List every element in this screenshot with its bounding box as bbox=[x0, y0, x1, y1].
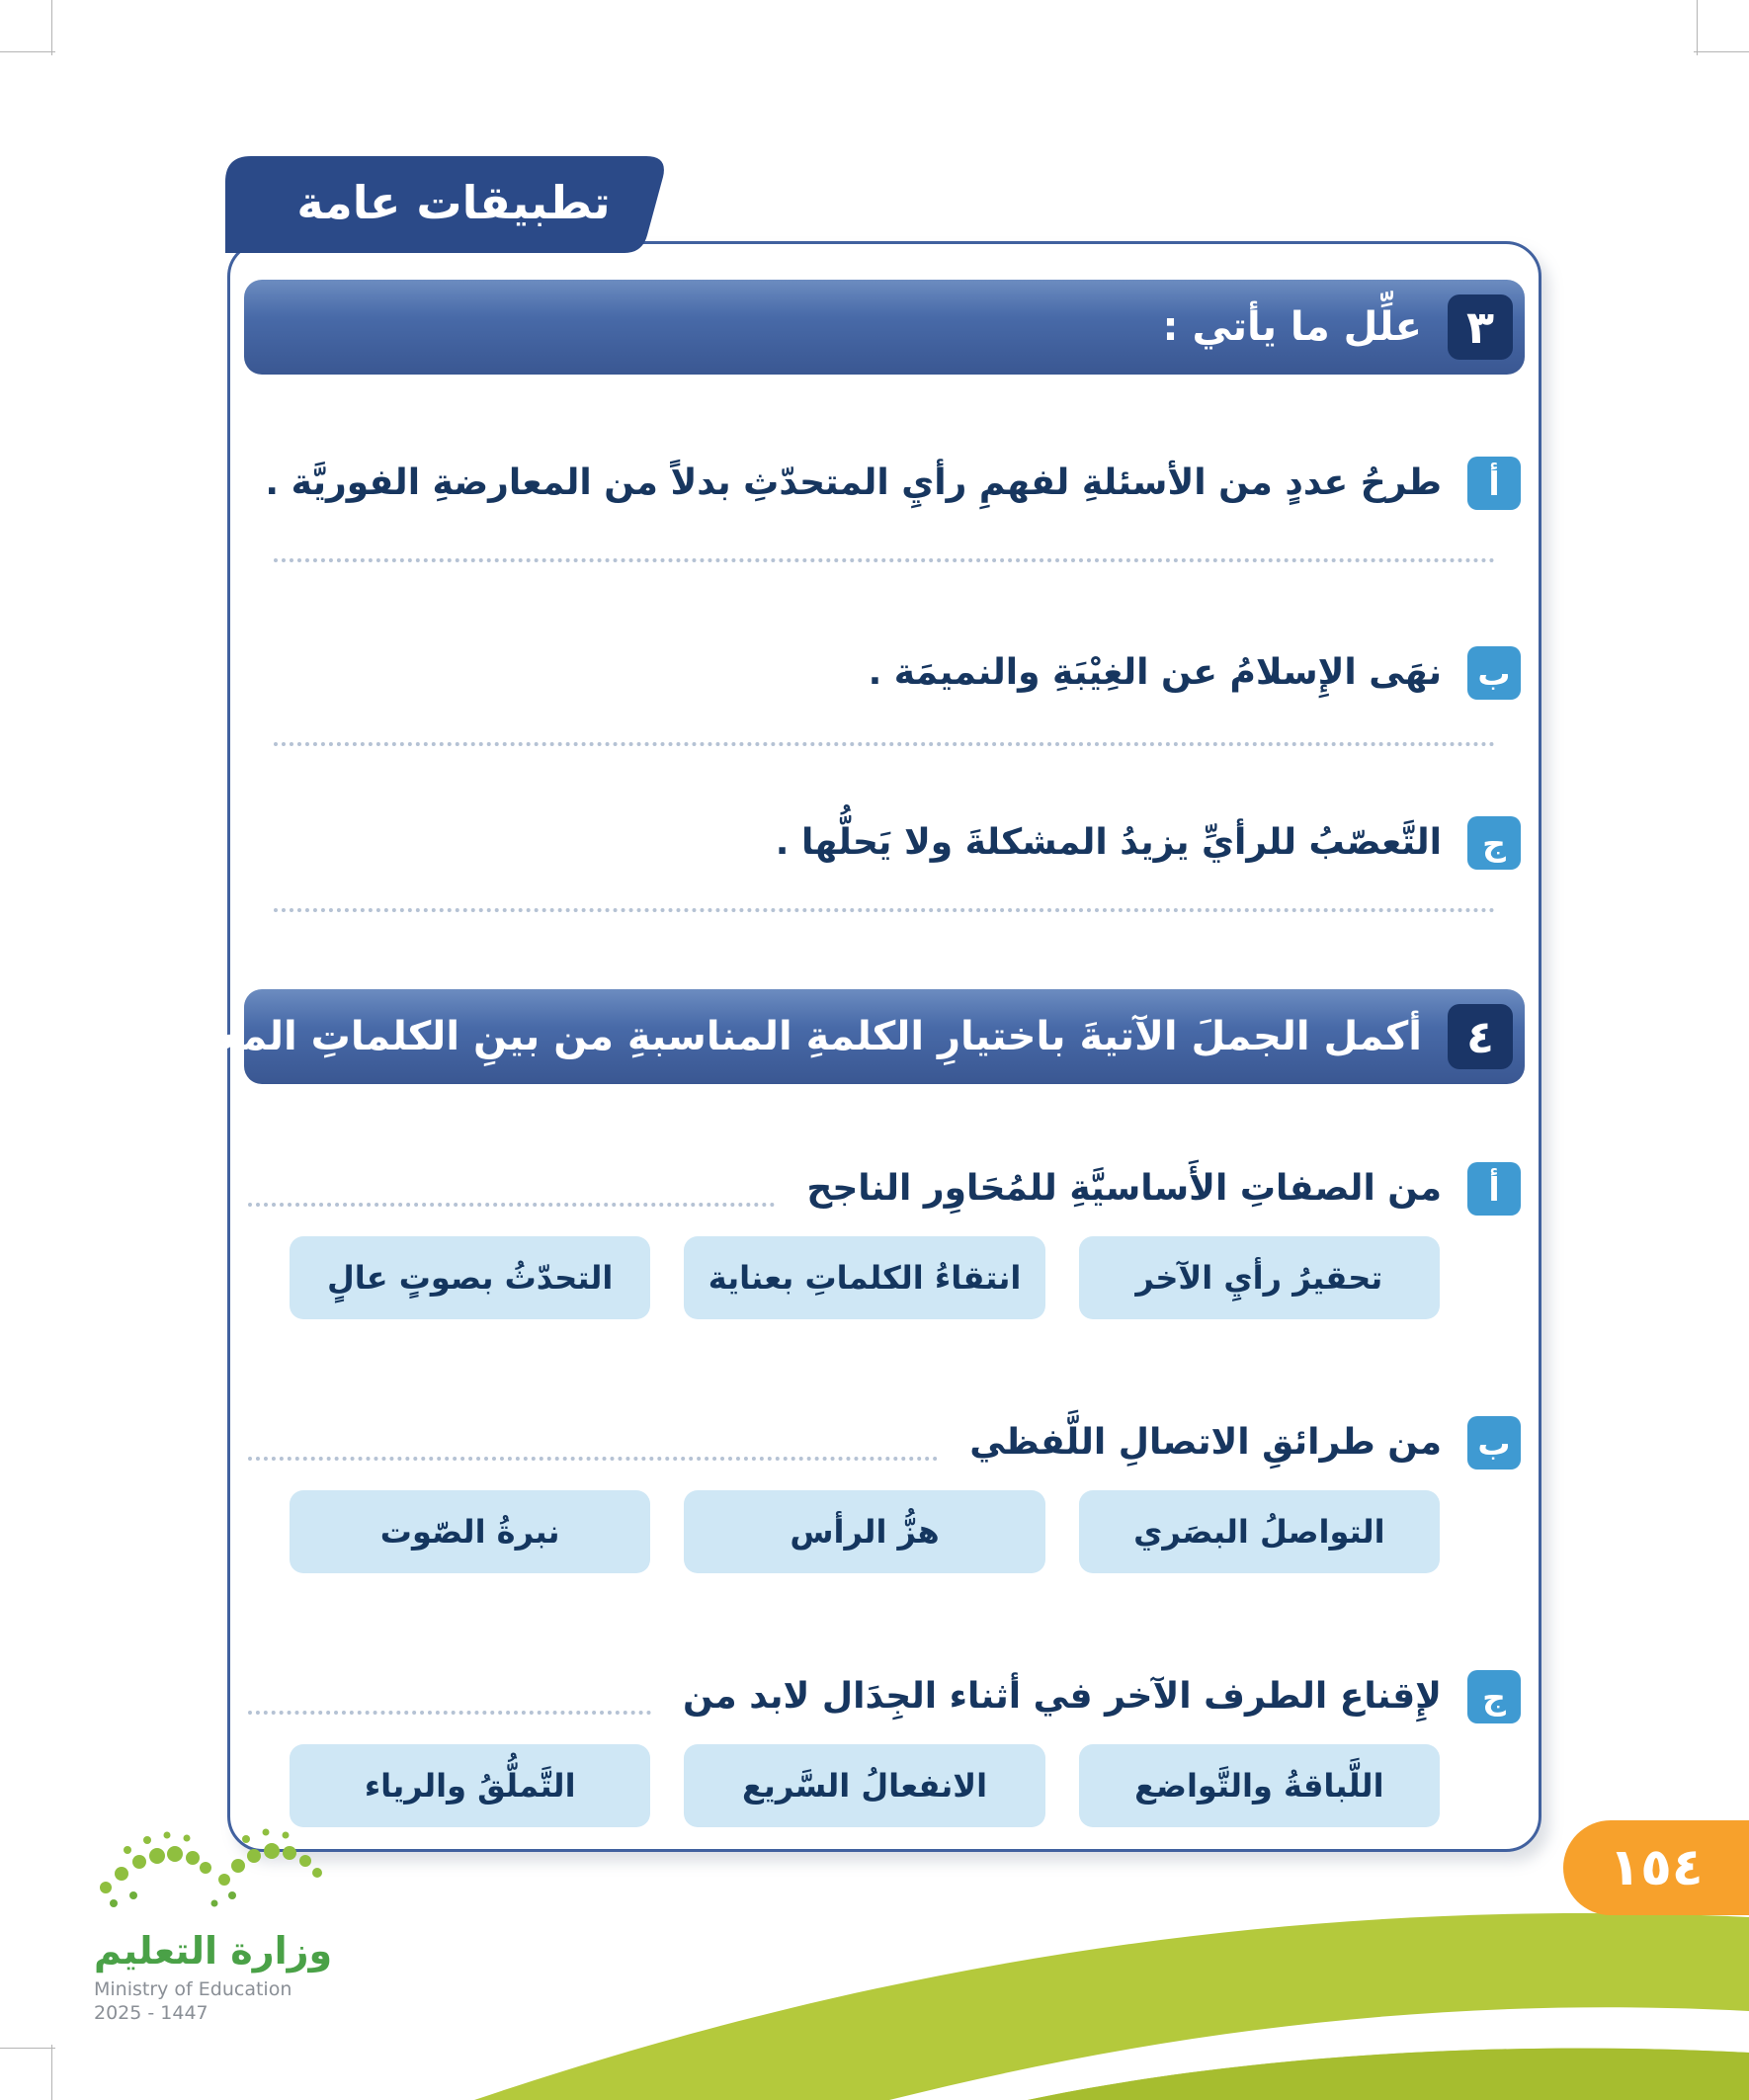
option-box[interactable]: التواصلُ البصَري bbox=[1079, 1490, 1440, 1573]
question-4-header bbox=[114, 989, 1525, 1084]
section-tab-label: تطبيقات عامة bbox=[296, 176, 611, 229]
answer-blank-line bbox=[248, 1711, 651, 1715]
q3-item-c-badge: ج bbox=[1467, 816, 1521, 870]
option-box[interactable]: هزُّ الرأس bbox=[684, 1490, 1044, 1573]
question-4-title: أكمل الجملَ الآتيةَ باختيارِ الكلمةِ المناسبةِ من بينِ الكلماتِ المعطَاة : bbox=[114, 1014, 1422, 1059]
question-3-header bbox=[244, 280, 1525, 375]
q3-item-c-text: التَّعصّبُ للرأيِّ يزيدُ المشكلةَ ولا يَحلُّها . bbox=[775, 822, 1442, 863]
q4-item-b-prompt: من طرائقِ الاتصالِ اللَّفظي bbox=[969, 1422, 1442, 1463]
crop-mark bbox=[51, 0, 52, 55]
q3-item-b bbox=[230, 643, 1539, 703]
question-4-number-badge: ٤ bbox=[1448, 1004, 1513, 1069]
section-tab bbox=[225, 156, 682, 253]
question-3-number-badge: ٣ bbox=[1448, 294, 1513, 360]
option-box[interactable]: اللَّباقةُ والتَّواضع bbox=[1079, 1744, 1440, 1827]
answer-blank-line bbox=[248, 1457, 938, 1461]
q3-item-a-badge: أ bbox=[1467, 457, 1521, 510]
q3-item-a-text: طرحُ عددٍ من الأسئلةِ لفهمِ رأيِ المتحدّثِ بدلاً من المعارضةِ الفوريَّة . bbox=[265, 462, 1442, 503]
q4-item-a bbox=[230, 1159, 1539, 1218]
option-box[interactable]: التحدّثُ بصوتٍ عالٍ bbox=[290, 1236, 650, 1319]
option-box[interactable]: تحقيرُ رأيِ الآخر bbox=[1079, 1236, 1440, 1319]
q3-item-c bbox=[230, 813, 1539, 873]
q3-item-b-text: نهَى الإِسلامُ عن الغِيْبَةِ والنميمَة . bbox=[868, 652, 1442, 693]
q4-item-b bbox=[230, 1413, 1539, 1472]
option-box[interactable]: الانفعالُ السَّريع bbox=[684, 1744, 1044, 1827]
q4-item-b-options bbox=[290, 1490, 1440, 1573]
q4-item-a-badge: أ bbox=[1467, 1162, 1521, 1216]
answer-blank-line bbox=[274, 742, 1495, 746]
q4-item-a-prompt: من الصفاتِ الأَساسيَّةِ للمُحَاوِر الناجح bbox=[806, 1168, 1442, 1209]
question-3-title: علِّل ما يأتي : bbox=[1162, 304, 1422, 350]
q4-item-c-badge: ج bbox=[1467, 1670, 1521, 1723]
ministry-name-english: Ministry of Education bbox=[94, 1978, 292, 2000]
crop-mark bbox=[1697, 0, 1698, 55]
answer-blank-line bbox=[274, 558, 1495, 562]
q4-item-c-prompt: لإِقناع الطرف الآخر في أثناء الجِدَال لابد من bbox=[683, 1676, 1442, 1717]
q4-item-a-options bbox=[290, 1236, 1440, 1319]
option-box[interactable]: نبرةُ الصّوت bbox=[290, 1490, 650, 1573]
q4-item-c bbox=[230, 1667, 1539, 1726]
edition-years: 2025 - 1447 bbox=[94, 2002, 208, 2024]
q3-item-a bbox=[230, 454, 1539, 513]
page-number-badge: ١٥٤ bbox=[1563, 1820, 1749, 1915]
q3-item-b-badge: ب bbox=[1467, 646, 1521, 700]
ministry-logo-dots-icon bbox=[94, 1816, 341, 1925]
exercise-card bbox=[114, 241, 1541, 1852]
option-box[interactable]: انتقاءُ الكلماتِ بعناية bbox=[684, 1236, 1044, 1319]
crop-mark bbox=[0, 51, 55, 52]
answer-blank-line bbox=[274, 908, 1495, 912]
ministry-logo bbox=[94, 1816, 351, 2024]
ministry-name-arabic: وزارة التعليم bbox=[94, 1929, 333, 1973]
q4-item-c-options bbox=[290, 1744, 1440, 1827]
q4-item-b-badge: ب bbox=[1467, 1416, 1521, 1470]
answer-blank-line bbox=[248, 1203, 775, 1207]
option-box[interactable]: التَّملُّقُ والرياء bbox=[290, 1744, 650, 1827]
crop-mark bbox=[1694, 51, 1749, 52]
